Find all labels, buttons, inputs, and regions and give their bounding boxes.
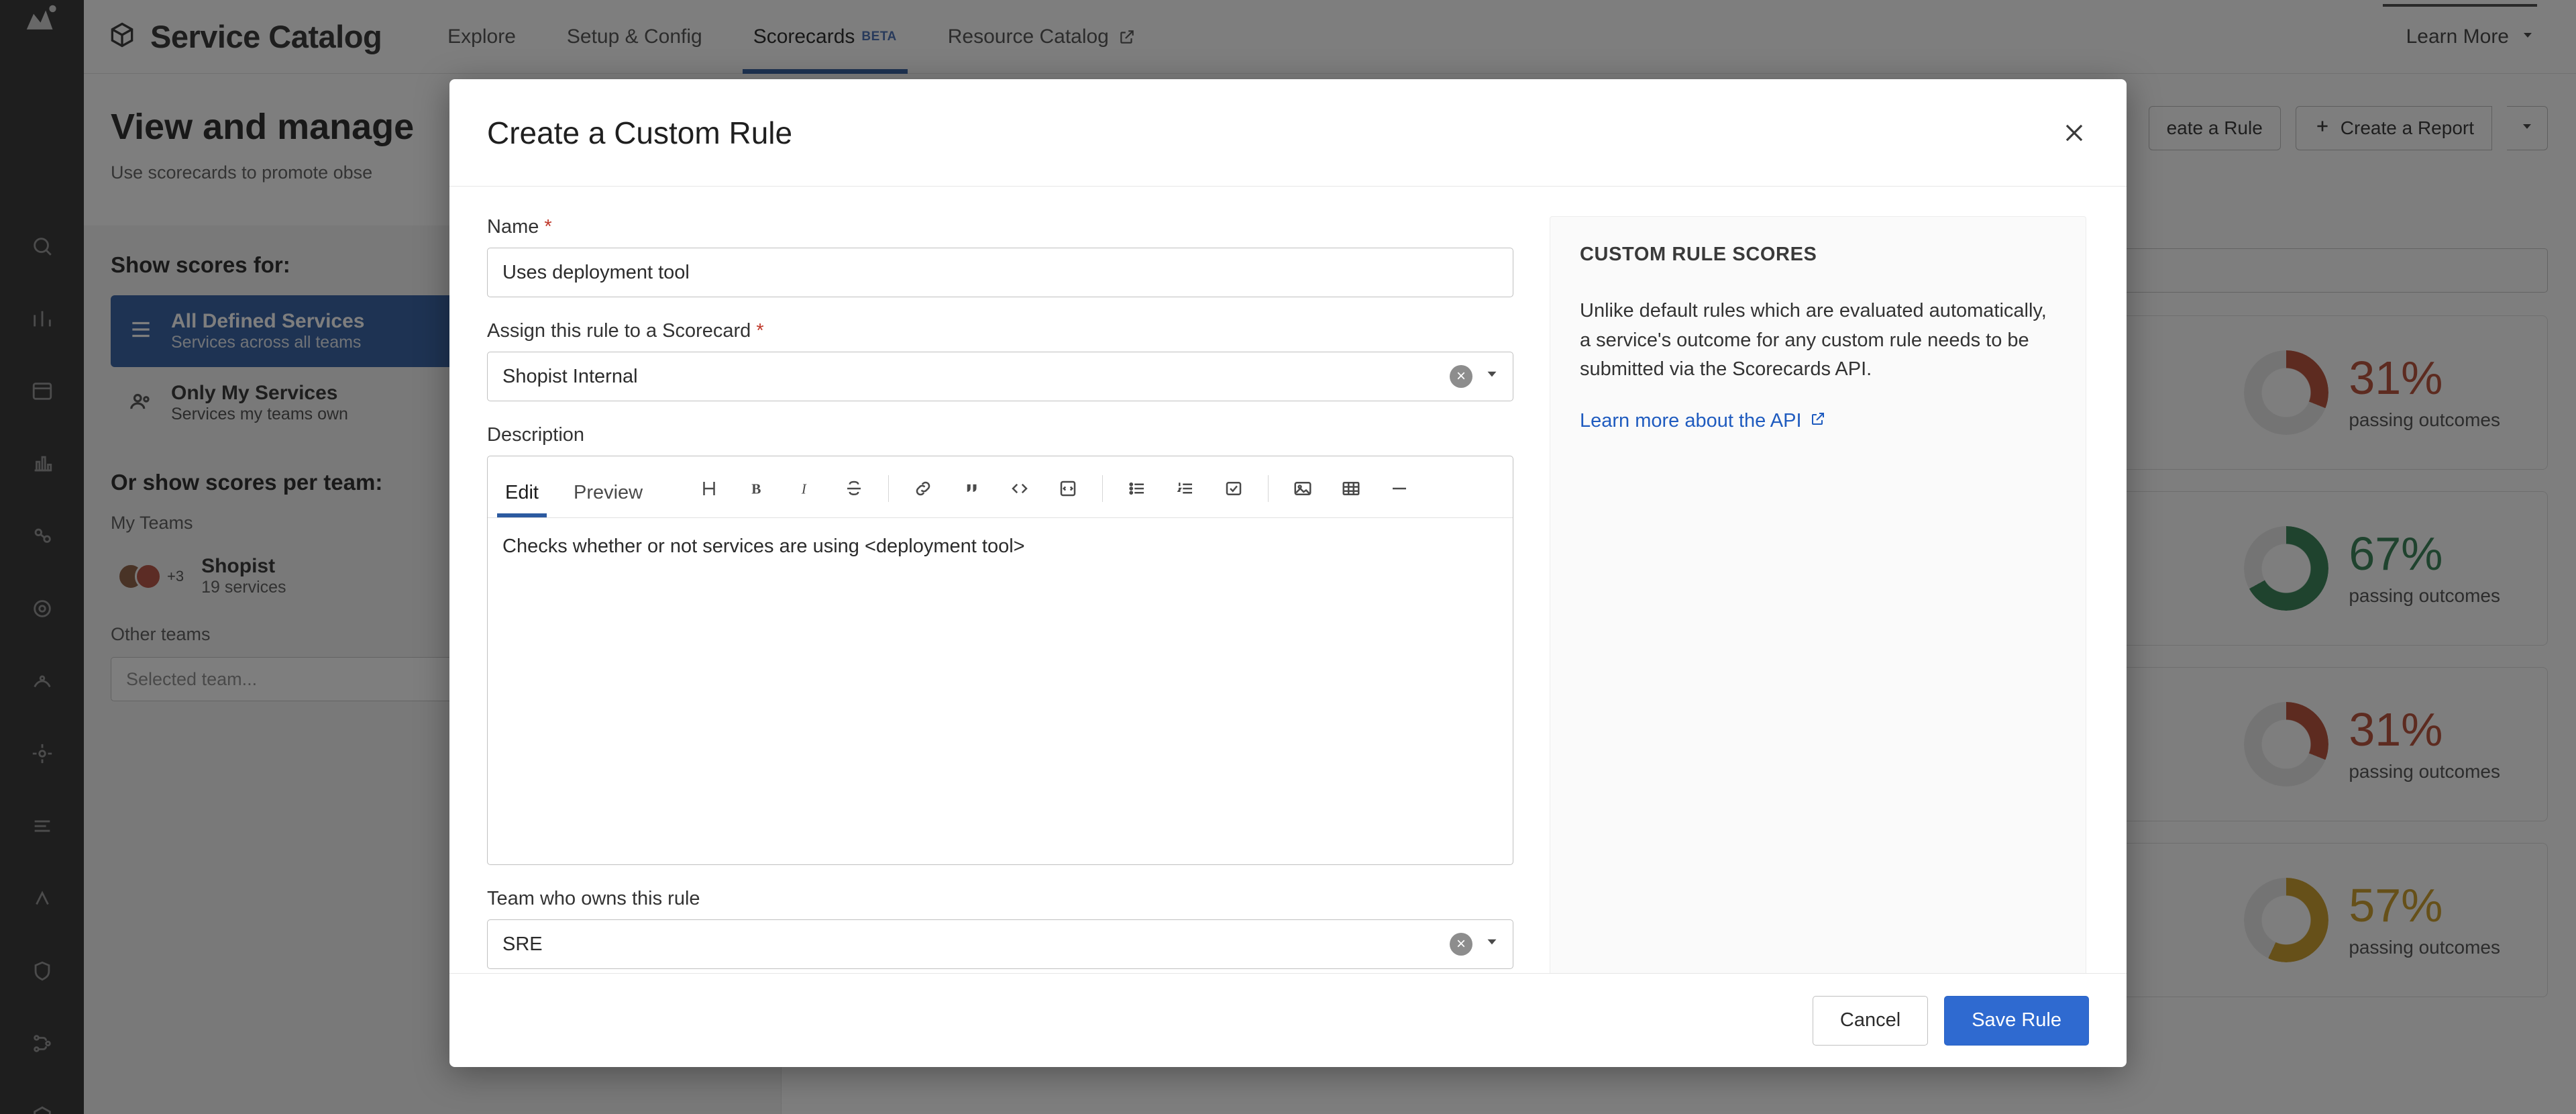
svg-text:B: B (751, 480, 761, 497)
toolbar-divider (1102, 475, 1103, 502)
name-label (487, 216, 1513, 238)
table-icon[interactable] (1337, 474, 1365, 503)
editor-toolbar (695, 474, 1413, 517)
info-panel-body: Unlike default rules which are evaluated automatically, a service's outcome for any custom rule needs to be submitted via the Scorecards API. (1580, 300, 2047, 380)
code-icon[interactable] (1006, 474, 1034, 503)
horizontal-rule-icon[interactable] (1385, 474, 1413, 503)
scorecard-select[interactable] (487, 352, 1513, 401)
tab-edit[interactable] (488, 482, 556, 517)
modal-footer (449, 973, 2127, 1067)
scorecard-select-controls (1450, 365, 1501, 388)
chevron-down-icon[interactable] (1483, 933, 1501, 956)
create-custom-rule-modal (449, 79, 2127, 1067)
clear-icon[interactable]: × (1450, 365, 1472, 388)
italic-icon[interactable] (792, 474, 820, 503)
close-icon[interactable] (2054, 113, 2094, 153)
toolbar-divider (888, 475, 889, 502)
team-select-value: SRE (502, 933, 543, 955)
description-textarea[interactable] (488, 518, 1513, 864)
description-value: Checks whether or not services are using <deployment tool> (502, 536, 1025, 557)
svg-text:I: I (801, 480, 806, 497)
rule-form (487, 216, 1513, 973)
required-marker: * (544, 216, 552, 238)
scorecard-field-group (487, 320, 1513, 401)
editor-tabs (488, 456, 1513, 518)
team-select[interactable] (487, 919, 1513, 969)
team-label-text: Team who owns this rule (487, 888, 700, 909)
tab-edit-label: Edit (505, 482, 539, 503)
external-link-icon (1810, 410, 1826, 432)
tab-preview[interactable] (556, 482, 660, 517)
team-field-group (487, 888, 1513, 969)
api-docs-link[interactable] (1580, 410, 1826, 432)
scorecard-select-value: Shopist Internal (502, 365, 638, 387)
description-editor (487, 456, 1513, 865)
modal-title: Create a Custom Rule (487, 115, 793, 150)
tab-preview-label: Preview (573, 482, 643, 503)
required-marker: * (756, 320, 764, 342)
api-docs-link-label: Learn more about the API (1580, 409, 1802, 432)
link-icon[interactable] (909, 474, 937, 503)
description-field-group (487, 424, 1513, 865)
image-icon[interactable] (1289, 474, 1317, 503)
chevron-down-icon[interactable] (1483, 365, 1501, 388)
name-label-text: Name (487, 216, 539, 238)
modal-header (449, 79, 2127, 187)
bulleted-list-icon[interactable] (1123, 474, 1151, 503)
numbered-list-icon[interactable] (1171, 474, 1199, 503)
scorecard-label (487, 320, 1513, 342)
cancel-label: Cancel (1839, 1009, 1901, 1031)
info-panel-heading: CUSTOM RULE SCORES (1580, 244, 1817, 265)
heading-icon[interactable] (695, 474, 723, 503)
name-input-value: Uses deployment tool (502, 261, 690, 283)
bold-icon[interactable] (743, 474, 771, 503)
task-list-icon[interactable] (1220, 474, 1248, 503)
toolbar-divider (1268, 475, 1269, 502)
team-label (487, 888, 1513, 910)
cancel-button[interactable] (1813, 996, 1928, 1046)
team-select-controls (1450, 933, 1501, 956)
save-rule-button[interactable] (1944, 996, 2089, 1046)
scorecard-label-text: Assign this rule to a Scorecard (487, 320, 751, 342)
description-label-text: Description (487, 424, 585, 446)
name-field-group (487, 216, 1513, 297)
clear-icon[interactable]: × (1450, 933, 1472, 956)
modal-body (449, 187, 2127, 973)
strikethrough-icon[interactable] (840, 474, 868, 503)
code-block-icon[interactable] (1054, 474, 1082, 503)
name-input[interactable] (487, 248, 1513, 297)
custom-rule-scores-panel (1550, 216, 2086, 973)
quote-icon[interactable] (957, 474, 985, 503)
description-label (487, 424, 1513, 446)
save-rule-label: Save Rule (1972, 1009, 2061, 1031)
